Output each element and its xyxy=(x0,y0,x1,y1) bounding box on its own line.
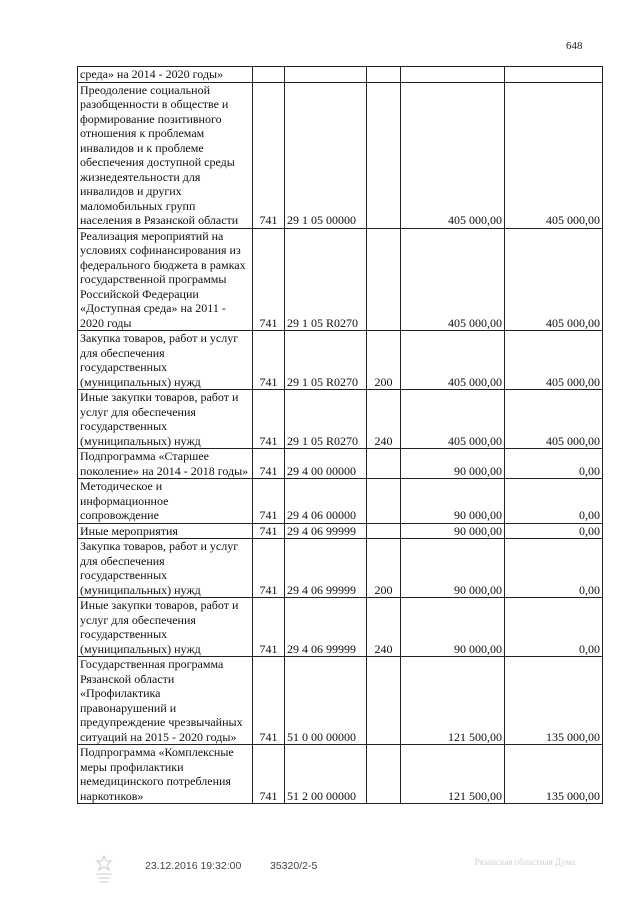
row-target: 51 0 00 00000 xyxy=(285,657,367,745)
row-amount-1 xyxy=(401,67,505,83)
row-name: Закупка товаров, работ и услуг для обеспечения государственных (муниципальных) нужд xyxy=(78,331,253,390)
table-row xyxy=(78,228,603,331)
table-row xyxy=(78,598,603,657)
row-amount-2: 0,00 xyxy=(505,449,603,479)
row-amount-1: 405 000,00 xyxy=(401,82,505,228)
row-type: 200 xyxy=(367,539,401,598)
row-name: Подпрограмма «Старшее поколение» на 2014 - 2018 годы» xyxy=(78,449,253,479)
row-amount-2: 405 000,00 xyxy=(505,82,603,228)
row-type xyxy=(367,745,401,804)
table-row xyxy=(78,657,603,745)
row-target xyxy=(285,67,367,83)
row-target: 29 1 05 R0270 xyxy=(285,331,367,390)
row-code: 741 xyxy=(253,449,285,479)
row-amount-1: 90 000,00 xyxy=(401,523,505,539)
row-code: 741 xyxy=(253,657,285,745)
table-row xyxy=(78,82,603,228)
page-number: 648 xyxy=(566,40,583,52)
row-amount-2: 0,00 xyxy=(505,598,603,657)
table-row xyxy=(78,479,603,524)
row-target: 51 2 00 00000 xyxy=(285,745,367,804)
row-type: 200 xyxy=(367,331,401,390)
row-amount-2: 135 000,00 xyxy=(505,745,603,804)
row-amount-2: 405 000,00 xyxy=(505,390,603,449)
row-code: 741 xyxy=(253,390,285,449)
row-amount-2: 0,00 xyxy=(505,539,603,598)
row-type xyxy=(367,479,401,524)
table-row xyxy=(78,539,603,598)
row-type xyxy=(367,449,401,479)
table-row xyxy=(78,67,603,83)
budget-table xyxy=(77,66,603,804)
row-target: 29 1 05 R0270 xyxy=(285,228,367,331)
row-name: Подпрограмма «Комплексные меры профилактики немедицинского потребления наркотиков» xyxy=(78,745,253,804)
row-amount-1: 405 000,00 xyxy=(401,331,505,390)
row-amount-1: 121 500,00 xyxy=(401,745,505,804)
row-code: 741 xyxy=(253,539,285,598)
row-amount-1: 90 000,00 xyxy=(401,449,505,479)
row-amount-2: 0,00 xyxy=(505,479,603,524)
row-name: Методическое и информационное сопровождение xyxy=(78,479,253,524)
row-amount-1: 90 000,00 xyxy=(401,539,505,598)
row-type xyxy=(367,523,401,539)
row-type xyxy=(367,228,401,331)
row-amount-2: 405 000,00 xyxy=(505,331,603,390)
row-target: 29 4 06 00000 xyxy=(285,479,367,524)
row-amount-2 xyxy=(505,67,603,83)
table-row xyxy=(78,390,603,449)
table-row xyxy=(78,331,603,390)
row-name: Иные закупки товаров, работ и услуг для обеспечения государственных (муниципальных) нужд xyxy=(78,390,253,449)
footer-doc-number: 35320/2-5 xyxy=(270,860,318,872)
row-target: 29 4 06 99999 xyxy=(285,598,367,657)
row-amount-2: 135 000,00 xyxy=(505,657,603,745)
row-amount-1: 121 500,00 xyxy=(401,657,505,745)
page-footer xyxy=(0,858,640,888)
stamp-icon xyxy=(92,854,116,884)
table-row xyxy=(78,523,603,539)
row-target: 29 4 06 99999 xyxy=(285,523,367,539)
row-code: 741 xyxy=(253,598,285,657)
row-type: 240 xyxy=(367,598,401,657)
row-target: 29 1 05 R0270 xyxy=(285,390,367,449)
row-amount-1: 90 000,00 xyxy=(401,479,505,524)
row-code xyxy=(253,67,285,83)
row-code: 741 xyxy=(253,82,285,228)
row-name: Иные мероприятия xyxy=(78,523,253,539)
table-row xyxy=(78,449,603,479)
row-name: Преодоление социальной разобщенности в обществе и формирование позитивного отношения к проблемам инвалидов и к проблеме обеспечения доступной среды жизнедеятельности для инвалидов и других маломобильных групп населения в Рязанской области xyxy=(78,82,253,228)
row-name: среда» на 2014 - 2020 годы» xyxy=(78,67,253,83)
row-amount-1: 405 000,00 xyxy=(401,390,505,449)
row-name: Закупка товаров, работ и услуг для обеспечения государственных (муниципальных) нужд xyxy=(78,539,253,598)
row-type xyxy=(367,67,401,83)
row-target: 29 4 00 00000 xyxy=(285,449,367,479)
row-code: 741 xyxy=(253,331,285,390)
row-amount-2: 405 000,00 xyxy=(505,228,603,331)
row-type xyxy=(367,82,401,228)
row-name: Реализация мероприятий на условиях софинансирования из федерального бюджета в рамках государственной программы Российской Федерации «Доступная среда» на 2011 - 2020 годы xyxy=(78,228,253,331)
table-row xyxy=(78,745,603,804)
footer-date: 23.12.2016 19:32:00 xyxy=(145,860,242,872)
row-target: 29 1 05 00000 xyxy=(285,82,367,228)
row-name: Государственная программа Рязанской области «Профилактика правонарушений и предупреждение чрезвычайных ситуаций на 2015 - 2020 годы» xyxy=(78,657,253,745)
row-code: 741 xyxy=(253,523,285,539)
row-amount-2: 0,00 xyxy=(505,523,603,539)
row-amount-1: 405 000,00 xyxy=(401,228,505,331)
row-type xyxy=(367,657,401,745)
row-name: Иные закупки товаров, работ и услуг для обеспечения государственных (муниципальных) нужд xyxy=(78,598,253,657)
footer-watermark: Рязанская областная Дума xyxy=(474,857,576,867)
row-code: 741 xyxy=(253,228,285,331)
row-code: 741 xyxy=(253,745,285,804)
row-code: 741 xyxy=(253,479,285,524)
row-type: 240 xyxy=(367,390,401,449)
row-amount-1: 90 000,00 xyxy=(401,598,505,657)
row-target: 29 4 06 99999 xyxy=(285,539,367,598)
